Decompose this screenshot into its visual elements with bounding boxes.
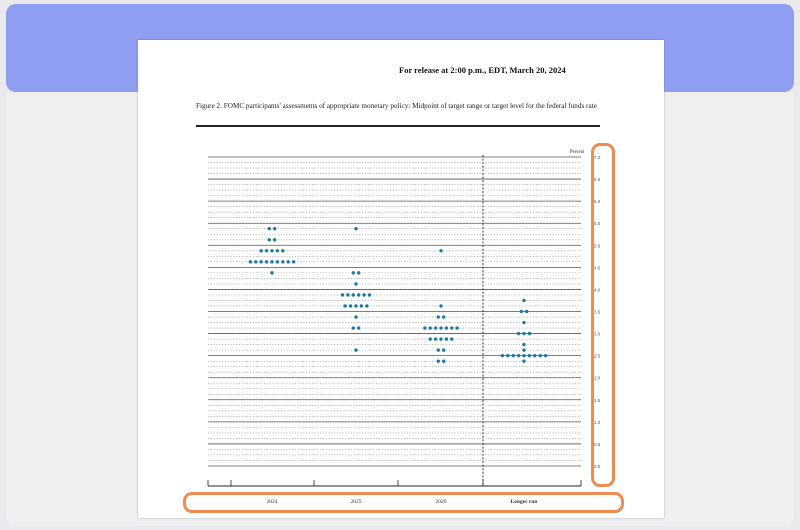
data-dot <box>439 304 442 307</box>
y-axis-highlight-box <box>591 143 615 487</box>
data-dot <box>434 326 437 329</box>
data-dot <box>517 354 520 357</box>
y-tick-label: 1.0 <box>594 419 601 425</box>
data-dot <box>265 260 268 263</box>
x-category-label: Longer run <box>510 499 538 505</box>
release-line: For release at 2:00 p.m., EDT, March 20, 2024 <box>399 65 566 75</box>
data-dot <box>357 271 360 274</box>
data-dot <box>442 348 445 351</box>
y-tick-label: 4.0 <box>594 287 601 293</box>
data-dot <box>445 337 448 340</box>
y-tick-label: 3.5 <box>594 309 601 315</box>
data-dot <box>362 293 365 296</box>
data-dot <box>354 282 357 285</box>
y-tick-label: 6.0 <box>594 199 601 205</box>
data-dot <box>501 354 504 357</box>
data-dot <box>429 326 432 329</box>
x-category-label: 2024 <box>266 499 278 505</box>
data-dot <box>268 238 271 241</box>
y-tick-label: 5.0 <box>594 243 601 249</box>
data-dot <box>265 249 268 252</box>
data-dot <box>442 359 445 362</box>
data-dot <box>429 337 432 340</box>
data-dot <box>260 260 263 263</box>
data-dot <box>287 260 290 263</box>
data-dot <box>273 227 276 230</box>
data-dot <box>360 304 363 307</box>
data-dot <box>544 354 547 357</box>
data-dot <box>352 271 355 274</box>
data-dot <box>357 293 360 296</box>
data-dot <box>442 315 445 318</box>
data-dot <box>437 348 440 351</box>
data-dot <box>268 227 271 230</box>
data-dot <box>522 332 525 335</box>
figure-caption: Figure 2. FOMC participants' assessments of appropriate monetary policy: Midpoint of target range or target level for the federal funds rate <box>196 102 597 110</box>
data-dot <box>437 315 440 318</box>
y-tick-label: 5.5 <box>594 221 601 227</box>
data-dot <box>522 359 525 362</box>
data-dot <box>254 260 257 263</box>
data-dot <box>270 271 273 274</box>
y-tick-label: 2.0 <box>594 375 601 381</box>
data-dot <box>439 326 442 329</box>
data-dot <box>349 304 352 307</box>
data-dot <box>346 293 349 296</box>
data-dot <box>522 321 525 324</box>
data-dot <box>439 337 442 340</box>
data-dot <box>281 249 284 252</box>
data-dot <box>450 326 453 329</box>
data-dot <box>525 310 528 313</box>
data-dot <box>281 260 284 263</box>
data-dot <box>354 227 357 230</box>
data-dot <box>352 293 355 296</box>
data-dot <box>522 343 525 346</box>
data-dot <box>437 359 440 362</box>
y-tick-label: 4.5 <box>594 265 601 271</box>
data-dot <box>512 354 515 357</box>
data-dot <box>260 249 263 252</box>
data-dot <box>445 326 448 329</box>
y-tick-label: 1.5 <box>594 397 601 403</box>
data-dot <box>354 348 357 351</box>
data-dot <box>273 238 276 241</box>
data-dot <box>423 326 426 329</box>
data-dot <box>528 354 531 357</box>
data-dot <box>354 315 357 318</box>
data-dot <box>439 249 442 252</box>
data-dot <box>368 293 371 296</box>
data-dot <box>276 249 279 252</box>
y-tick-label: 0.0 <box>594 464 601 469</box>
data-dot <box>357 326 360 329</box>
data-dot <box>522 354 525 357</box>
data-dot <box>434 337 437 340</box>
x-category-label: 2026 <box>435 499 447 505</box>
data-dot <box>522 348 525 351</box>
data-dot <box>354 304 357 307</box>
data-dot <box>456 326 459 329</box>
x-category-label: 2025 <box>350 499 362 505</box>
data-dot <box>517 332 520 335</box>
data-dot <box>533 354 536 357</box>
y-tick-label: 3.0 <box>594 331 601 337</box>
data-dot <box>292 260 295 263</box>
x-axis-highlight-box <box>183 492 624 513</box>
data-dot <box>270 260 273 263</box>
data-dot <box>270 249 273 252</box>
data-dot <box>506 354 509 357</box>
data-dot <box>249 260 252 263</box>
data-dot <box>528 332 531 335</box>
data-dot <box>352 326 355 329</box>
data-dot <box>450 337 453 340</box>
data-dot <box>539 354 542 357</box>
y-tick-label: 7.0 <box>594 155 601 160</box>
data-dot <box>276 260 279 263</box>
data-dot <box>522 299 525 302</box>
data-dot <box>520 310 523 313</box>
data-dot <box>344 304 347 307</box>
y-axis-title: Percent <box>570 150 585 155</box>
y-tick-label: 6.5 <box>594 177 601 183</box>
y-tick-label: 2.5 <box>594 353 601 359</box>
y-tick-label: 0.5 <box>594 441 601 447</box>
data-dot <box>365 304 368 307</box>
data-dot <box>341 293 344 296</box>
